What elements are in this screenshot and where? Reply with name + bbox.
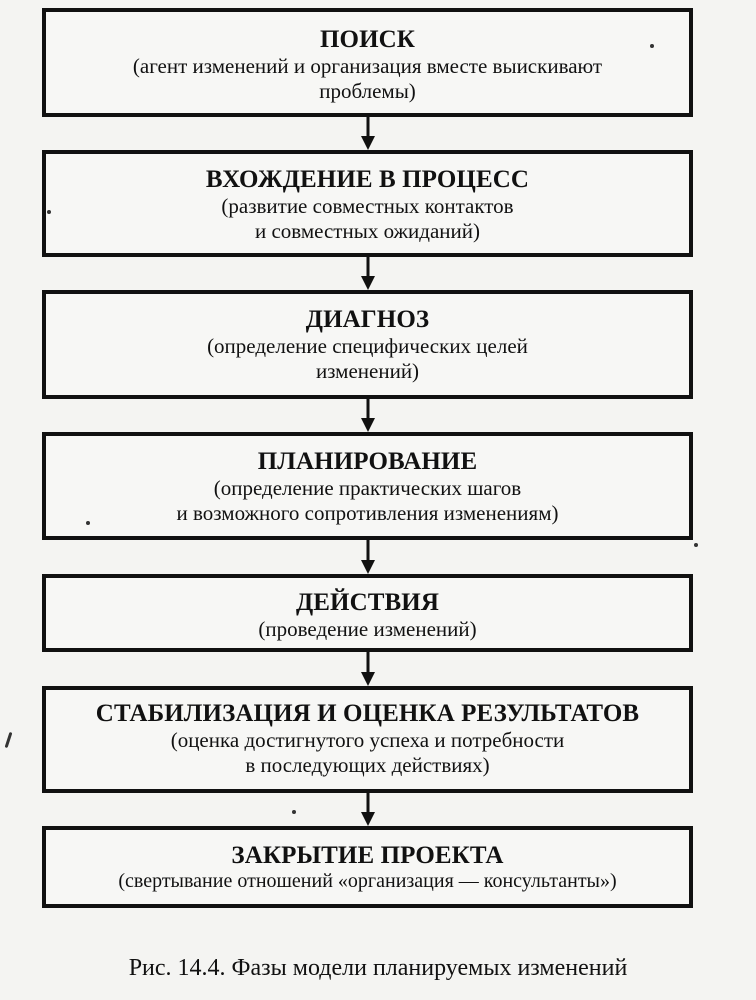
- stage-title: ВХОЖДЕНИЕ В ПРОЦЕСС: [205, 166, 530, 193]
- stage-title: ДИАГНОЗ: [305, 306, 430, 333]
- stage-description: (оценка достигнутого успеха и потребности: [170, 728, 565, 752]
- stage-title: ДЕЙСТВИЯ: [295, 589, 440, 616]
- scan-speck: [47, 210, 51, 214]
- stage-description: (свертывание отношений «организация — консультанты»): [118, 870, 617, 892]
- stage-description: (развитие совместных контактов: [221, 194, 514, 218]
- stage-title: СТАБИЛИЗАЦИЯ И ОЦЕНКА РЕЗУЛЬТАТОВ: [95, 700, 640, 727]
- stage-box-planning: [42, 432, 693, 540]
- stage-description: и возможного сопротивления изменениям): [176, 500, 559, 525]
- scan-speck: [86, 521, 90, 525]
- stage-box-stabilization: [42, 686, 693, 793]
- stage-title: ПЛАНИРОВАНИЕ: [257, 448, 478, 475]
- stage-box-entry: [42, 150, 693, 257]
- stage-description: (определение специфических целей: [207, 334, 528, 358]
- stage-box-search: [42, 8, 693, 117]
- stage-box-actions: [42, 574, 693, 652]
- stage-box-closing: [42, 826, 693, 908]
- scan-speck: [5, 732, 13, 748]
- stage-description: в последующих действиях): [245, 752, 490, 777]
- stage-title: ЗАКРЫТИЕ ПРОЕКТА: [231, 842, 504, 869]
- stage-description: изменений): [315, 358, 420, 383]
- stage-description: (определение практических шагов: [213, 476, 522, 500]
- stage-box-diagnosis: [42, 290, 693, 399]
- stage-description: и совместных ожиданий): [254, 218, 481, 243]
- stage-description: (агент изменений и организация вместе выискивают: [132, 54, 603, 78]
- scan-speck: [292, 810, 296, 814]
- scan-speck: [694, 543, 698, 547]
- stage-description: (проведение изменений): [258, 617, 477, 641]
- stage-description: проблемы): [319, 78, 416, 103]
- stage-title: ПОИСК: [319, 26, 416, 53]
- scan-speck: [650, 44, 654, 48]
- figure-caption: Рис. 14.4. Фазы модели планируемых изменений: [128, 955, 628, 981]
